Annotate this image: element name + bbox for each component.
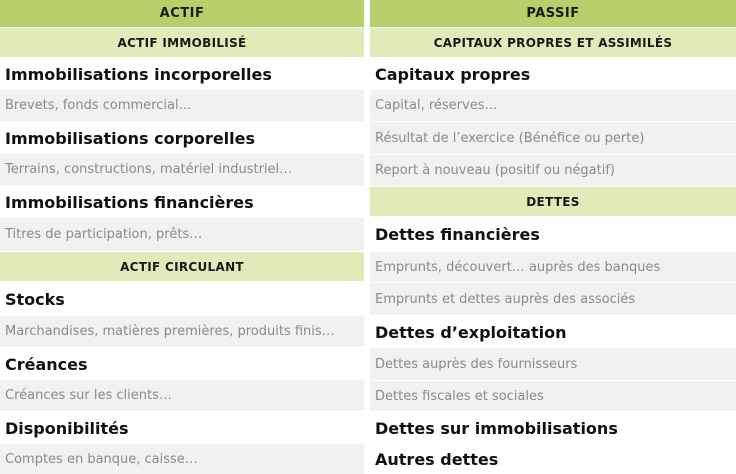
stocks-label: Stocks <box>0 282 364 316</box>
stocks-detail: Marchandises, matières premières, produits finis… <box>0 316 364 347</box>
creances-detail: Créances sur les clients… <box>0 380 364 411</box>
disponibilites-label: Disponibilités <box>0 412 364 444</box>
capitaux-propres-label: Capitaux propres <box>370 58 736 90</box>
capitaux-propres-header: CAPITAUX PROPRES ET ASSIMILÉS <box>370 28 736 57</box>
report-a-nouveau-detail: Report à nouveau (positif ou négatif) <box>370 155 736 186</box>
dettes-fournisseurs-detail: Dettes auprès des fournisseurs <box>370 348 736 380</box>
immobilisations-incorporelles-label: Immobilisations incorporelles <box>0 58 364 90</box>
actif-header: ACTIF <box>0 0 364 27</box>
dettes-header: DETTES <box>370 187 736 216</box>
emprunts-banques-detail: Emprunts, découvert… auprès des banques <box>370 252 736 282</box>
actif-immobilise-header: ACTIF IMMOBILISÉ <box>0 28 364 57</box>
immobilisations-financieres-label: Immobilisations financières <box>0 186 364 218</box>
creances-label: Créances <box>0 348 364 380</box>
passif-header: PASSIF <box>370 0 736 27</box>
dettes-fiscales-detail: Dettes fiscales et sociales <box>370 381 736 411</box>
disponibilites-detail: Comptes en banque, caisse… <box>0 444 364 474</box>
dettes-financieres-label: Dettes financières <box>370 217 736 252</box>
capital-reserves-detail: Capital, réserves… <box>370 90 736 121</box>
immobilisations-incorporelles-detail: Brevets, fonds commercial… <box>0 90 364 121</box>
dettes-exploitation-label: Dettes d’exploitation <box>370 316 736 348</box>
immobilisations-corporelles-label: Immobilisations corporelles <box>0 122 364 154</box>
resultat-exercice-detail: Résultat de l’exercice (Bénéfice ou perte) <box>370 122 736 154</box>
actif-circulant-header: ACTIF CIRCULANT <box>0 252 364 281</box>
emprunts-associes-detail: Emprunts et dettes auprès des associés <box>370 283 736 315</box>
immobilisations-corporelles-detail: Terrains, constructions, matériel industriel… <box>0 154 364 185</box>
autres-dettes-label: Autres dettes <box>370 444 736 474</box>
dettes-immobilisations-label: Dettes sur immobilisations <box>370 412 736 444</box>
immobilisations-financieres-detail: Titres de participation, prêts… <box>0 218 364 251</box>
